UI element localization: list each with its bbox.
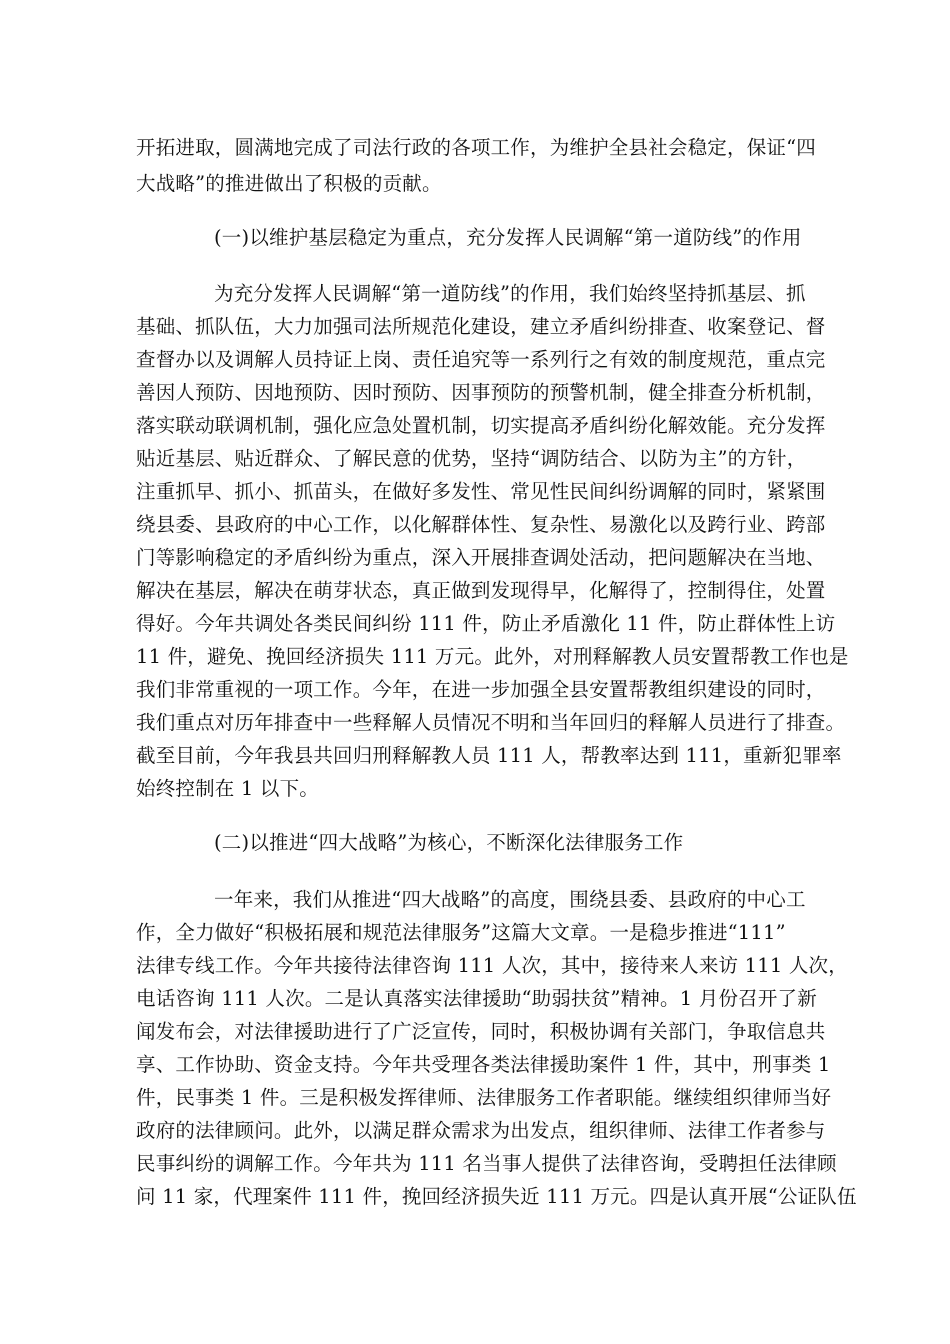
paragraph-line: 闻发布会，对法律援助进行了广泛宣传，同时，积极协调有关部门，争取信息共 <box>136 1020 826 1043</box>
paragraph-line: 我们非常重视的一项工作。今年，在进一步加强全县安置帮教组织建设的同时， <box>136 678 826 701</box>
paragraph-line: 民事纠纷的调解工作。今年共为 111 名当事人提供了法律咨询，受聘担任法律顾 <box>136 1152 837 1175</box>
paragraph-line: 解决在基层，解决在萌芽状态，真正做到发现得早，化解得了，控制得住，处置 <box>136 579 826 602</box>
paragraph-line: 查督办以及调解人员持证上岗、责任追究等一系列行之有效的制度规范，重点完 <box>136 348 826 371</box>
paragraph-line: 作，全力做好“积极拓展和规范法律服务”这篇大文章。一是稳步推进“111” <box>136 921 786 944</box>
paragraph-line: 电话咨询 111 人次。二是认真落实法律援助“助弱扶贫”精神。1 月份召开了新 <box>136 987 817 1010</box>
section-heading: (二)以推进“四大战略”为核心，不断深化法律服务工作 <box>214 831 684 854</box>
paragraph-line: 享、工作协助、资金支持。今年共受理各类法律援助案件 1 件，其中，刑事类 1 <box>136 1053 831 1076</box>
section-heading: (一)以维护基层稳定为重点，充分发挥人民调解“第一道防线”的作用 <box>214 226 802 249</box>
paragraph-line: 11 件，避免、挽回经济损失 111 万元。此外，对刑释解教人员安置帮教工作也是 <box>136 645 849 668</box>
paragraph-line: 问 11 家，代理案件 111 件，挽回经济损失近 111 万元。四是认真开展“公证队伍 <box>136 1185 857 1208</box>
paragraph-line: 件，民事类 1 件。三是积极发挥律师、法律服务工作者职能。继续组织律师当好 <box>136 1086 832 1109</box>
paragraph-line: 大战略”的推进做出了积极的贡献。 <box>136 172 442 195</box>
paragraph-line: 始终控制在 1 以下。 <box>136 777 320 800</box>
paragraph-line: 注重抓早、抓小、抓苗头，在做好多发性、常见性民间纠纷调解的同时，紧紧围 <box>136 480 826 503</box>
paragraph-line: 一年来，我们从推进“四大战略”的高度，围绕县委、县政府的中心工 <box>214 888 806 911</box>
paragraph-line: 善因人预防、因地预防、因时预防、因事预防的预警机制，健全排查分析机制， <box>136 381 826 404</box>
paragraph-line: 截至目前，今年我县共回归刑释解教人员 111 人，帮教率达到 111，重新犯罪率 <box>136 744 842 767</box>
paragraph-line: 门等影响稳定的矛盾纠纷为重点，深入开展排查调处活动，把问题解决在当地、 <box>136 546 826 569</box>
paragraph-line: 为充分发挥人民调解“第一道防线”的作用，我们始终坚持抓基层、抓 <box>214 282 806 305</box>
paragraph-line: 政府的法律顾问。此外，以满足群众需求为出发点，组织律师、法律工作者参与 <box>136 1119 826 1142</box>
paragraph-line: 绕县委、县政府的中心工作，以化解群体性、复杂性、易激化以及跨行业、跨部 <box>136 513 826 536</box>
paragraph-line: 落实联动联调机制，强化应急处置机制，切实提高矛盾纠纷化解效能。充分发挥 <box>136 414 826 437</box>
paragraph-line: 贴近基层、贴近群众、了解民意的优势，坚持“调防结合、以防为主”的方针， <box>136 447 807 470</box>
paragraph-line: 得好。今年共调处各类民间纠纷 111 件，防止矛盾激化 11 件，防止群体性上访 <box>136 612 836 635</box>
paragraph-line: 法律专线工作。今年共接待法律咨询 111 人次，其中，接待来人来访 111 人次， <box>136 954 848 977</box>
paragraph-line: 基础、抓队伍，大力加强司法所规范化建设，建立矛盾纠纷排查、收案登记、督 <box>136 315 826 338</box>
paragraph-line: 开拓进取，圆满地完成了司法行政的各项工作，为维护全县社会稳定，保证“四 <box>136 136 816 159</box>
paragraph-line: 我们重点对历年排查中一些释解人员情况不明和当年回归的释解人员进行了排查。 <box>136 711 846 734</box>
